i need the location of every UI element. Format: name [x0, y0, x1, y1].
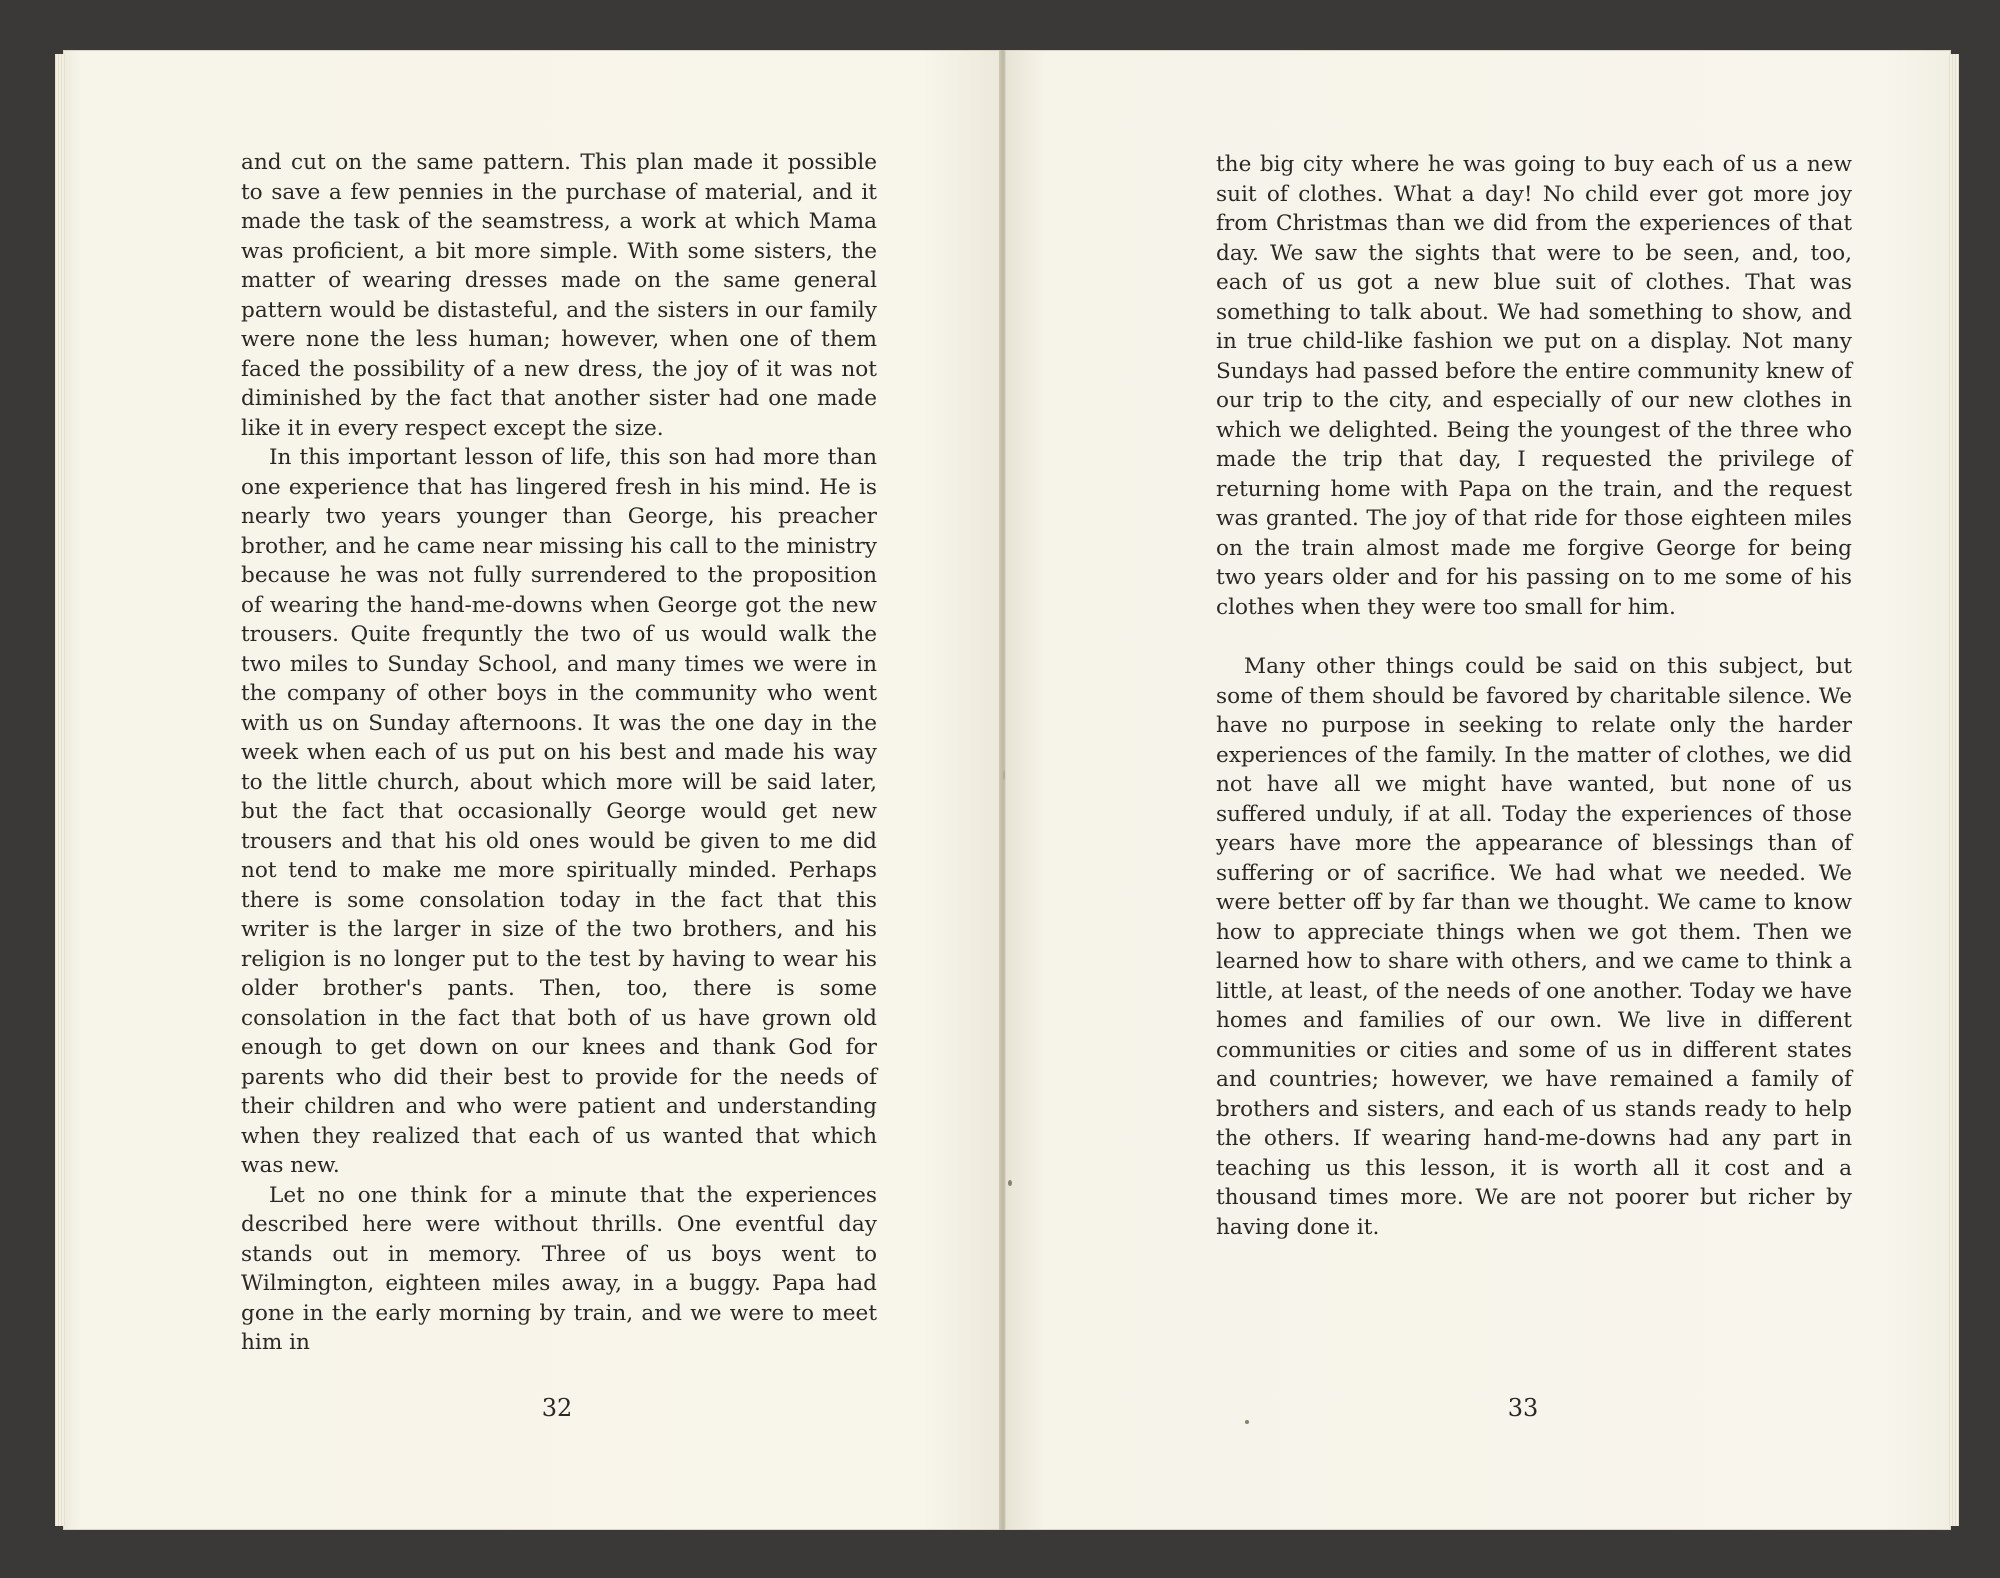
- paragraph: Let no one think for a minute that the experiences described here were without thrills. One eventful day stands out in memory. Three of us boys went to Wilmington, eighteen miles away, in a buggy. Papa had gone in the early morning by train, and we were to meet him in: [241, 1182, 877, 1355]
- page-number-left: 32: [541, 1394, 573, 1422]
- left-page-text: [241, 148, 877, 1358]
- paper-speck: [1008, 1180, 1012, 1186]
- open-book: [63, 50, 1951, 1530]
- left-page: [63, 50, 1001, 1530]
- page-number-right: 33: [1507, 1394, 1539, 1422]
- paper-speck: [1245, 1420, 1249, 1424]
- right-page: [1005, 50, 1951, 1530]
- paragraph: the big city where he was going to buy each of us a new suit of clothes. What a day! No child ever got more joy from Christmas than we did from the experiences of that day. We saw the sights that were to be seen, and, too, each of us got a new blue suit of clothes. That was something to talk about. We had something to show, and in true child-like fashion we put on a display. Not many Sundays had passed before the entire community knew of our trip to the city, and especially of our new clothes in which we delighted. Being the youngest of the three who made the trip that day, I requested the privilege of returning home with Papa on the train, and the request was granted. The joy of that ride for those eighteen miles on the train almost made me forgive George for being two years older and for his passing on to me some of his clothes when they were too small for him.: [1216, 152, 1852, 620]
- left-page-edge: [55, 54, 65, 1526]
- paragraph: and cut on the same pattern. This plan made it possible to save a few pennies in the purchase of material, and it made the task of the seamstress, a work at which Mama was proficient, a bit more simple. With some sisters, the matter of wearing dresses made on the same general pattern would be distasteful, and the sisters in our family were none the less human; however, when one of them faced the possibility of a new dress, the joy of it was not diminished by the fact that another sister had one made like it in every respect except the size.: [241, 150, 877, 441]
- paper-speck: [1003, 770, 1005, 780]
- right-page-text: [1216, 150, 1852, 1242]
- paragraph: Many other things could be said on this subject, but some of them should be favored by charitable silence. We have no purpose in seeking to relate only the harder experiences of the family. In the matter of clothes, we did not have all we might have wanted, but none of us suffered unduly, if at all. Today the experiences of those years have more the appearance of blessings than of suffering or of sacrifice. We had what we needed. We were better off by far than we thought. We came to know how to appreciate things when we got them. Then we learned how to share with others, and we came to think a little, at least, of the needs of one another. Today we have homes and families of our own. We live in different communities or cities and some of us in different states and countries; however, we have remained a family of brothers and sisters, and each of us stands ready to help the others. If wearing hand-me-downs had any part in teaching us this lesson, it is worth all it cost and a thousand times more. We are not poorer but richer by having done it.: [1216, 654, 1852, 1240]
- paragraph: In this important lesson of life, this son had more than one experience that has lingered fresh in his mind. He is nearly two years younger than George, his preacher brother, and he came near missing his call to the ministry because he was not fully surrendered to the proposition of wearing the hand-me-downs when George got the new trousers. Quite frequntly the two of us would walk the two miles to Sunday School, and many times we were in the company of other boys in the community who went with us on Sunday afternoons. It was the one day in the week when each of us put on his best and made his way to the little church, about which more will be said later, but the fact that occasionally George would get new trousers and that his old ones would be given to me did not tend to make me more spiritually minded. Perhaps there is some consolation today in the fact that this writer is the larger in size of the two brothers, and his religion is no longer put to the test by having to wear his older brother's pants. Then, too, there is some consolation in the fact that both of us have grown old enough to get down on our knees and thank God for parents who did their best to provide for the needs of their children and who were patient and understanding when they realized that each of us wanted that which was new.: [241, 445, 877, 1178]
- right-page-edge: [1949, 54, 1959, 1526]
